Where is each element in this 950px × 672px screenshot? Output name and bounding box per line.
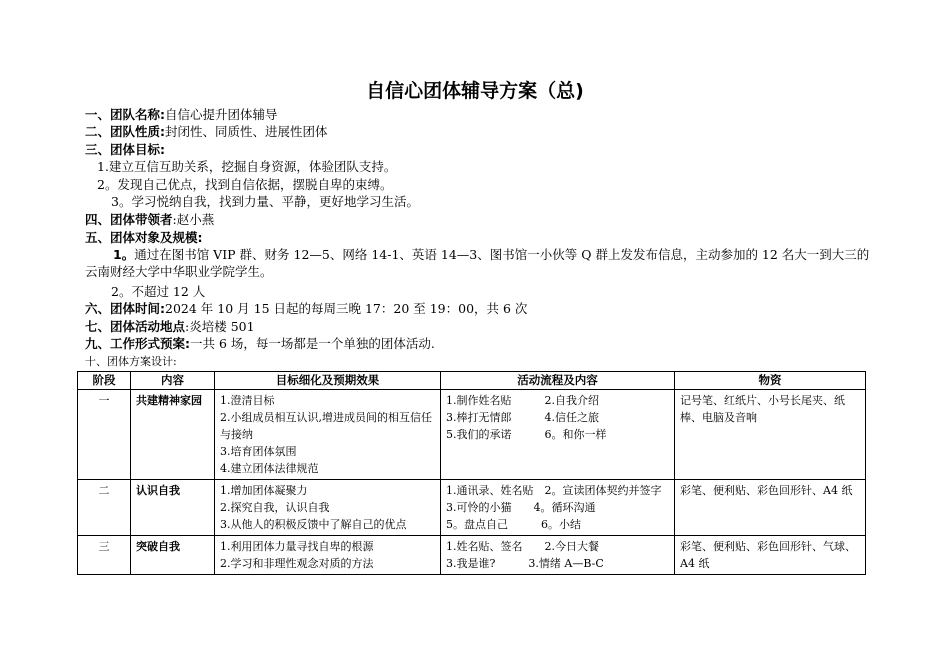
goal-line: 2.探究自我，认识自我 [220, 501, 330, 514]
materials-cell: 彩笔、便利贴、彩色回形针、A4 纸 [675, 480, 866, 536]
goal-item: 3。学习悦纳自我，找到力量、平静，更好地学习生活。 [111, 194, 419, 209]
goals-label: 三、团体目标: [85, 142, 165, 157]
content-cell: 突破自我 [131, 536, 215, 575]
location-label: 七、团体活动地点 [85, 319, 186, 334]
section-time [85, 300, 527, 317]
flow-cell [441, 536, 675, 575]
header-flow: 活动流程及内容 [441, 372, 675, 390]
team-name-value: 自信心提升团体辅导 [165, 107, 278, 122]
goal-line: 2.小组成员相互认识,增进成员间的相互信任与接纳 [220, 411, 432, 441]
section-target [85, 229, 203, 246]
location-value: :炎培楼 501 [185, 319, 255, 334]
section-leader [85, 211, 214, 228]
goals-cell [215, 480, 441, 536]
target-paragraph-number: 1。 [113, 247, 135, 262]
flow-cell [441, 480, 675, 536]
target-size: 2。不超过 12 人 [111, 284, 206, 299]
flow-cell [441, 390, 675, 480]
table-row [78, 480, 866, 536]
flow-line: 1.姓名贴、签名 2.今日大餐 [446, 540, 599, 553]
table-row [78, 390, 866, 480]
section-team-nature [85, 123, 328, 140]
flow-line: 5.我们的承诺 6。和你一样 [446, 428, 607, 441]
work-form-label: 九、工作形式预案: [85, 336, 190, 351]
stage-cell: 三 [78, 536, 131, 575]
goal-line: 1.增加团体凝聚力 [220, 484, 308, 497]
target-paragraph [85, 246, 870, 280]
time-label: 六、团体时间: [85, 301, 165, 316]
materials-cell: 彩笔、便利贴、彩色回形针、气球、A4 纸 [675, 536, 866, 575]
section-goals [85, 141, 165, 158]
stage-cell: 二 [78, 480, 131, 536]
materials-cell: 记号笔、红纸片、小号长尾夹、纸棒、电脑及音响 [675, 390, 866, 480]
page-title: 自信心团体辅导方案（总) [366, 80, 584, 102]
goal-line: 4.建立团体法律规范 [220, 462, 319, 475]
target-paragraph-text: 通过在图书馆 VIP 群、财务 12—5、网络 14-1、英语 14—3、图书馆一小伙等 Q 群上发发布信息，主动参加的 12 名大一到大三的云南财经大学中华职业学院学生。 [85, 247, 870, 279]
goal-line: 2.学习和非理性观念对质的方法 [220, 557, 374, 570]
plan-table [77, 371, 866, 575]
work-form-value: 一共 6 场，每一场都是一个单独的团体活动. [190, 336, 435, 351]
goal-line: 3.培育团体氛围 [220, 445, 297, 458]
leader-label: 四、团体带领者 [85, 212, 173, 227]
goal-line: 3.从他人的积极反馈中了解自己的优点 [220, 518, 407, 531]
section-location [85, 318, 255, 335]
stage-cell: 一 [78, 390, 131, 480]
header-materials: 物资 [675, 372, 866, 390]
team-name-label: 一、团队名称: [85, 107, 165, 122]
team-nature-value: 封闭性、同质性、进展性团体 [165, 124, 328, 139]
table-header-row [78, 372, 866, 390]
header-stage: 阶段 [78, 372, 131, 390]
flow-line: 1.制作姓名贴 2.自我介绍 [446, 394, 599, 407]
header-content: 内容 [131, 372, 215, 390]
flow-line: 3.我是谁? 3.情绪 A—B-C [446, 557, 604, 570]
flow-line: 3.棒打无情郎 4.信任之旅 [446, 411, 599, 424]
flow-line: 1.通讯录、姓名贴 2。宣读团体契约并签字 [446, 484, 662, 497]
time-value: 2024 年 10 月 15 日起的每周三晚 17：20 至 19：00，共 6 次 [165, 301, 528, 316]
goal-item: 2。发现自己优点，找到自信依据，摆脱自卑的束缚。 [97, 177, 393, 192]
goal-item: 1.建立互信互助关系，挖掘自身资源，体验团队支持。 [97, 159, 397, 174]
content-cell: 认识自我 [131, 480, 215, 536]
section-plan-design: 十、团体方案设计: [85, 355, 177, 368]
goal-line: 1.利用团体力量寻找自卑的根源 [220, 540, 374, 553]
content-cell: 共建精神家园 [131, 390, 215, 480]
section-team-name [85, 106, 278, 123]
goals-cell [215, 536, 441, 575]
flow-line: 3.可怜的小猫 4。循环沟通 [446, 501, 596, 514]
goal-line: 1.澄清目标 [220, 394, 275, 407]
flow-line: 5。盘点自己 6。小结 [446, 518, 581, 531]
target-label: 五、团体对象及规模: [85, 230, 203, 245]
header-goals: 目标细化及预期效果 [215, 372, 441, 390]
leader-value: :赵小燕 [172, 212, 215, 227]
goals-cell [215, 390, 441, 480]
table-row [78, 536, 866, 575]
team-nature-label: 二、团队性质: [85, 124, 165, 139]
section-work-form [85, 335, 435, 352]
